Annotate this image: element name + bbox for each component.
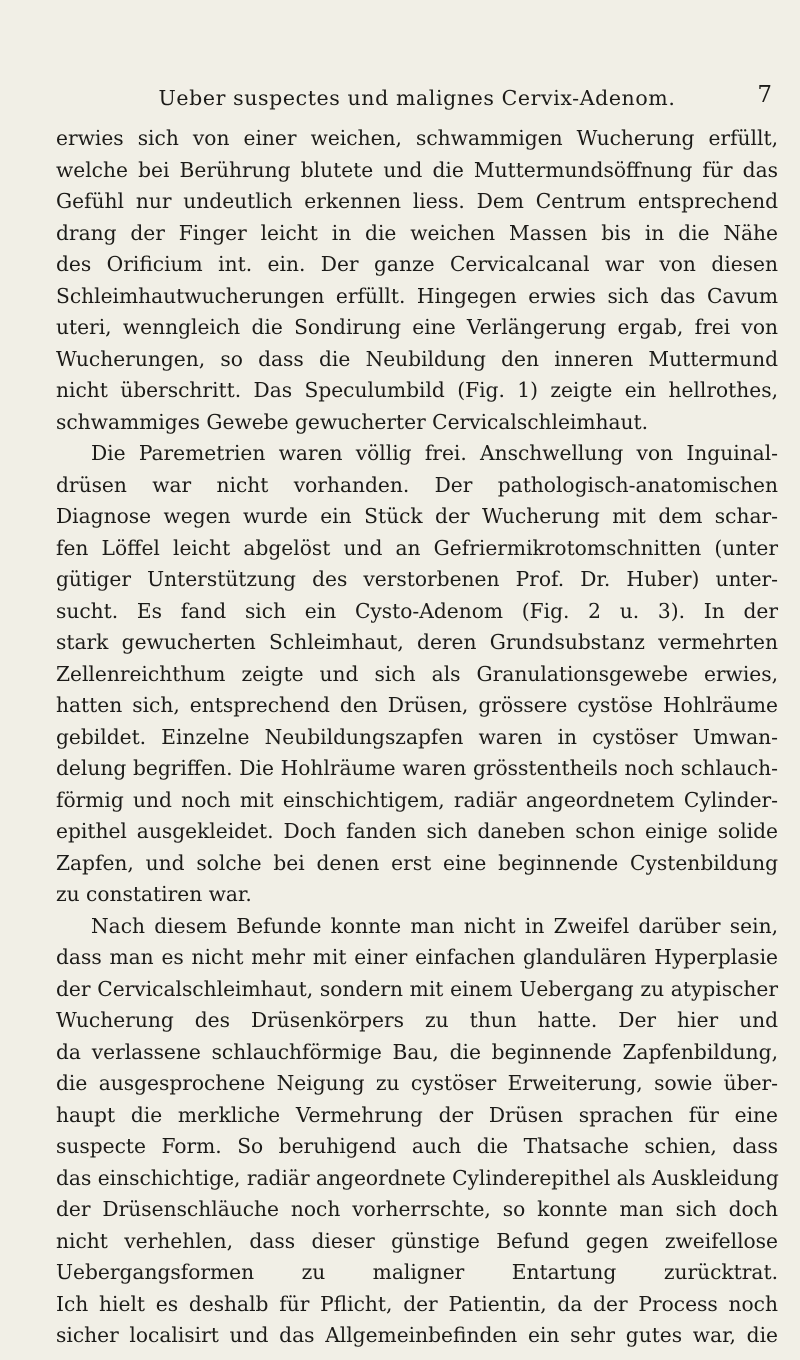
text-line: schwammiges Gewebe gewucherter Cervicalschleimhaut. <box>56 409 649 434</box>
text-line: nicht verhehlen, dass dieser günstige Befund gegen zweifellose <box>56 1228 778 1253</box>
text-line: der Drüsenschläuche noch vorherrschte, so konnte man sich doch <box>56 1197 778 1221</box>
text-line: Die Paremetrien waren völlig frei. Anschwellung von Inguinal- <box>91 441 778 465</box>
text-line: uteri, wenngleich die Sondirung eine Verlängerung ergab, frei von <box>56 315 778 339</box>
text-line: Zapfen, und solche bei denen erst eine beginnende Cystenbildung <box>56 850 778 875</box>
running-title: Ueber suspectes und malignes Cervix-Adenom. <box>158 86 676 110</box>
text-line: zu constatiren war. <box>56 882 252 906</box>
text-line: hatten sich, entsprechend den Drüsen, grössere cystöse Hohlräume <box>56 693 778 717</box>
text-line: nicht überschritt. Das Speculumbild (Fig. 1) zeigte ein hellrothes, <box>56 378 778 402</box>
text-line: des Orificium int. ein. Der ganze Cervicalcanal war von diesen <box>56 252 778 276</box>
text-line: Uebergangsformen zu maligner Entartung zurücktrat. <box>56 1260 778 1284</box>
page-number: 7 <box>757 82 772 108</box>
text-line: dass man es nicht mehr mit einer einfachen glandulären Hyperplasie <box>56 945 778 969</box>
text-line: das einschichtige, radiär angeordnete Cylinderepithel als Auskleidung <box>56 1165 779 1190</box>
text-line: die ausgesprochene Neigung zu cystöser Erweiterung, sowie über- <box>56 1071 778 1095</box>
text-line: gütiger Unterstützung des verstorbenen Prof. Dr. Huber) unter- <box>56 567 778 591</box>
text-line: Ich hielt es deshalb für Pflicht, der Patientin, da der Process noch <box>56 1291 778 1316</box>
text-line: Wucherung des Drüsenkörpers zu thun hatte. Der hier und <box>56 1008 778 1032</box>
text-line: suspecte Form. So beruhigend auch die Thatsache schien, dass <box>56 1134 778 1158</box>
text-line: da verlassene schlauchförmige Bau, die beginnende Zapfenbildung, <box>56 1039 778 1064</box>
text-line: Nach diesem Befunde konnte man nicht in Zweifel darüber sein, <box>91 913 778 938</box>
text-line: delung begriffen. Die Hohlräume waren grösstentheils noch schlauch- <box>56 756 778 780</box>
text-line: Zellenreichthum zeigte und sich als Granulationsgewebe erwies, <box>56 661 778 686</box>
body-text <box>56 123 778 1352</box>
text-line: Diagnose wegen wurde ein Stück der Wucherung mit dem schar- <box>56 504 778 528</box>
text-line: fen Löffel leicht abgelöst und an Gefriermikrotomschnitten (unter <box>56 535 778 560</box>
text-line: Gefühl nur undeutlich erkennen liess. Dem Centrum entsprechend <box>56 189 778 213</box>
text-line: drang der Finger leicht in die weichen Massen bis in die Nähe <box>56 220 778 245</box>
page-header <box>56 80 778 114</box>
text-line: sicher localisirt und das Allgemeinbefinden ein sehr gutes war, die <box>56 1323 778 1347</box>
text-line: epithel ausgekleidet. Doch fanden sich daneben schon einige solide <box>56 819 778 843</box>
text-line: gebildet. Einzelne Neubildungszapfen waren in cystöser Umwan- <box>56 724 778 749</box>
text-line: der Cervicalschleimhaut, sondern mit einem Uebergang zu atypischer <box>56 976 778 1001</box>
text-line: stark gewucherten Schleimhaut, deren Grundsubstanz vermehrten <box>56 630 778 654</box>
text-line: haupt die merkliche Vermehrung der Drüsen sprachen für eine <box>56 1102 778 1127</box>
text-line: förmig und noch mit einschichtigem, radiär angeordnetem Cylinder- <box>56 787 778 812</box>
text-line: erwies sich von einer weichen, schwammigen Wucherung erfüllt, <box>56 126 778 150</box>
text-line: sucht. Es fand sich ein Cysto-Adenom (Fig. 2 u. 3). In der <box>56 598 778 623</box>
text-line: Wucherungen, so dass die Neubildung den inneren Muttermund <box>56 346 778 371</box>
text-line: drüsen war nicht vorhanden. Der pathologisch-anatomischen <box>56 472 778 497</box>
text-line: welche bei Berührung blutete und die Muttermundsöffnung für das <box>56 157 778 182</box>
text-line: Schleimhautwucherungen erfüllt. Hingegen erwies sich das Cavum <box>56 283 778 308</box>
